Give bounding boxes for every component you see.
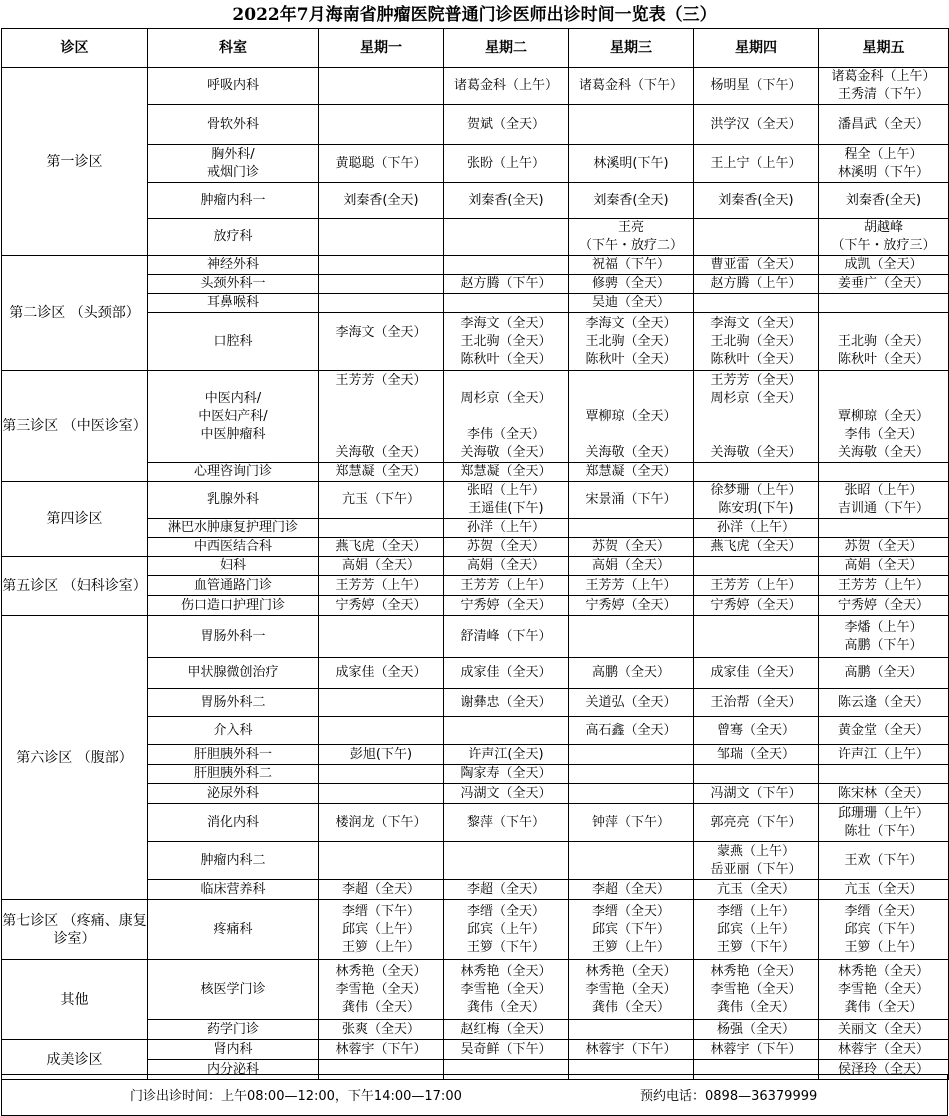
schedule-cell: 李缙（上午） 邱宾（上午） 王箩（下午） bbox=[694, 900, 819, 960]
schedule-cell bbox=[569, 765, 694, 784]
schedule-cell bbox=[694, 219, 819, 256]
schedule-cell: 王芳芳（上午） bbox=[444, 576, 569, 596]
schedule-cell bbox=[319, 765, 444, 784]
schedule-cell: 高娟（全天） bbox=[444, 557, 569, 576]
schedule-cell: 郭亮亮（下午） bbox=[694, 804, 819, 842]
schedule-cell: 赵方腾（上午） bbox=[694, 275, 819, 294]
schedule-cell: 刘秦香(全天) bbox=[444, 183, 569, 219]
schedule-cell: 邹瑞（全天） bbox=[694, 745, 819, 765]
table-row bbox=[2, 482, 949, 519]
schedule-cell: 刘秦香(全天) bbox=[569, 183, 694, 219]
department-cell: 放疗科 bbox=[148, 219, 319, 256]
department-cell: 核医学门诊 bbox=[148, 960, 319, 1020]
schedule-cell: 关道弘（全天） bbox=[569, 689, 694, 717]
schedule-cell bbox=[444, 294, 569, 313]
schedule-cell bbox=[319, 784, 444, 804]
header-tuesday: 星期二 bbox=[444, 29, 569, 68]
schedule-cell: 王芳芳（全天） 周杉京（全天） 关海敬（全天） bbox=[694, 371, 819, 463]
department-cell: 肝胆胰外科二 bbox=[148, 765, 319, 784]
department-cell: 呼吸内科 bbox=[148, 68, 319, 105]
schedule-cell: 李缙（全天） 邱宾（下午） 王箩（上午） bbox=[819, 900, 949, 960]
department-cell: 耳鼻喉科 bbox=[148, 294, 319, 313]
schedule-cell bbox=[319, 105, 444, 145]
department-cell: 乳腺外科 bbox=[148, 482, 319, 519]
zone-cell: 第三诊区 （中医诊室） bbox=[2, 371, 148, 482]
schedule-cell bbox=[319, 294, 444, 313]
schedule-cell: 高鹏（全天） bbox=[569, 658, 694, 689]
schedule-cell: 林秀艳（全天） 李雪艳（全天） 龚伟（全天） bbox=[569, 960, 694, 1020]
schedule-cell: 林蓉宇（下午） bbox=[319, 1040, 444, 1060]
schedule-cell: 关丽文（全天） bbox=[819, 1020, 949, 1040]
schedule-cell bbox=[569, 842, 694, 880]
schedule-cell bbox=[569, 1020, 694, 1040]
schedule-cell: 陶家寿（全天） bbox=[444, 765, 569, 784]
schedule-cell bbox=[319, 275, 444, 294]
header-wednesday: 星期三 bbox=[569, 29, 694, 68]
schedule-cell: 高娟（全天） bbox=[319, 557, 444, 576]
schedule-table bbox=[1, 28, 949, 1080]
schedule-cell: 楼润龙（下午） bbox=[319, 804, 444, 842]
schedule-cell: 刘秦香(全天) bbox=[694, 183, 819, 219]
schedule-cell: 孙洋（上午） bbox=[444, 519, 569, 538]
schedule-cell: 曹亚雷（全天） bbox=[694, 256, 819, 275]
department-cell: 泌尿外科 bbox=[148, 784, 319, 804]
schedule-cell bbox=[569, 105, 694, 145]
schedule-cell bbox=[444, 256, 569, 275]
department-cell: 介入科 bbox=[148, 717, 319, 745]
schedule-cell: 张爽（全天） bbox=[319, 1020, 444, 1040]
page-title: 2022年7月海南省肿瘤医院普通门诊医师出诊时间一览表（三） bbox=[232, 5, 717, 25]
schedule-cell: 亢玉（全天） bbox=[819, 880, 949, 900]
schedule-cell: 成家佳（全天） bbox=[694, 658, 819, 689]
schedule-cell: 王芳芳（上午） bbox=[319, 576, 444, 596]
footer bbox=[1, 1074, 948, 1116]
schedule-cell bbox=[319, 219, 444, 256]
header-row bbox=[2, 29, 949, 68]
table-row bbox=[2, 1040, 949, 1060]
zone-cell: 第七诊区 （疼痛、康复诊室） bbox=[2, 900, 148, 960]
schedule-cell: 修骋（全天） bbox=[569, 275, 694, 294]
schedule-cell: 王芳芳（上午） bbox=[694, 576, 819, 596]
schedule-cell bbox=[819, 294, 949, 313]
schedule-cell: 李燔（上午） 高鹏（下午） bbox=[819, 616, 949, 658]
header-zone: 诊区 bbox=[2, 29, 148, 68]
schedule-cell bbox=[819, 463, 949, 482]
department-cell: 消化内科 bbox=[148, 804, 319, 842]
schedule-body bbox=[2, 68, 949, 1080]
schedule-cell: 刘秦香(全天) bbox=[319, 183, 444, 219]
schedule-cell: 林蓉宇（下午） bbox=[569, 1040, 694, 1060]
schedule-cell: 郑慧凝（全天） bbox=[569, 463, 694, 482]
schedule-cell bbox=[569, 616, 694, 658]
schedule-cell: 李海文（全天） bbox=[319, 313, 444, 371]
schedule-cell: 杨明星（下午） bbox=[694, 68, 819, 105]
schedule-cell: 杨强（全天） bbox=[694, 1020, 819, 1040]
schedule-cell bbox=[319, 519, 444, 538]
schedule-cell: 宁秀婷（全天） bbox=[819, 596, 949, 616]
header-department: 科室 bbox=[148, 29, 319, 68]
schedule-cell: 苏贺（全天） bbox=[819, 538, 949, 557]
schedule-cell: 宁秀婷（全天） bbox=[444, 596, 569, 616]
schedule-cell: 许声江(全天) bbox=[444, 745, 569, 765]
schedule-cell: 蒙燕（上午） 岳亚丽（下午） bbox=[694, 842, 819, 880]
zone-cell: 第六诊区 （腹部） bbox=[2, 616, 148, 900]
booking-phone: 预约电话：0898—36379999 bbox=[640, 1089, 818, 1104]
schedule-cell: 宋景涌（下午） bbox=[569, 482, 694, 519]
schedule-cell bbox=[694, 765, 819, 784]
schedule-cell: 陈云逢（全天） bbox=[819, 689, 949, 717]
schedule-cell: 徐梦珊（上午） 陈安玥(下午) bbox=[694, 482, 819, 519]
schedule-cell: 孙洋（上午） bbox=[694, 519, 819, 538]
schedule-cell bbox=[819, 519, 949, 538]
table-row bbox=[2, 616, 949, 658]
department-cell: 中西医结合科 bbox=[148, 538, 319, 557]
schedule-cell bbox=[319, 256, 444, 275]
header-friday: 星期五 bbox=[819, 29, 949, 68]
table-row bbox=[2, 960, 949, 1020]
department-cell: 口腔科 bbox=[148, 313, 319, 371]
schedule-cell: 李超（全天） bbox=[569, 880, 694, 900]
schedule-cell: 林秀艳（全天） 李雪艳（全天） 龚伟（全天） bbox=[444, 960, 569, 1020]
schedule-cell: 林蓉宇（全天） bbox=[819, 1040, 949, 1060]
schedule-cell: 刘秦香(全天) bbox=[819, 183, 949, 219]
schedule-cell bbox=[444, 219, 569, 256]
schedule-cell: 李海文（全天） 王北驹（全天） 陈秋叶（全天） bbox=[694, 313, 819, 371]
schedule-cell: 贺斌（全天） bbox=[444, 105, 569, 145]
schedule-cell: 王芳芳（全天） 关海敬（全天） bbox=[319, 371, 444, 463]
table-row bbox=[2, 557, 949, 576]
schedule-cell: 李缙（全天） 邱宾（上午） 王箩（下午） bbox=[444, 900, 569, 960]
table-row bbox=[2, 900, 949, 960]
schedule-cell: 高石鑫（全天） bbox=[569, 717, 694, 745]
schedule-cell: 覃柳琼（全天） 李伟（全天） 关海敬（全天） bbox=[819, 371, 949, 463]
zone-cell: 第二诊区 （头颈部） bbox=[2, 256, 148, 371]
schedule-cell: 成家佳（全天） bbox=[444, 658, 569, 689]
schedule-cell bbox=[694, 463, 819, 482]
zone-cell: 第五诊区 （妇科诊室） bbox=[2, 557, 148, 616]
table-row bbox=[2, 68, 949, 105]
schedule-cell: 燕飞虎（全天） bbox=[694, 538, 819, 557]
zone-cell: 成美诊区 bbox=[2, 1040, 148, 1080]
department-cell: 肝胆胰外科一 bbox=[148, 745, 319, 765]
schedule-cell: 诸葛金科（下午） bbox=[569, 68, 694, 105]
schedule-cell: 高鹏（全天） bbox=[819, 658, 949, 689]
schedule-cell: 张盼（上午） bbox=[444, 145, 569, 183]
schedule-cell: 李超（全天） bbox=[444, 880, 569, 900]
schedule-cell bbox=[569, 745, 694, 765]
schedule-cell: 王北驹（全天） 陈秋叶（全天） bbox=[819, 313, 949, 371]
table-row bbox=[2, 256, 949, 275]
schedule-cell: 林溪明(下午) bbox=[569, 145, 694, 183]
schedule-cell: 周杉京（全天） 李伟（全天） 关海敬（全天） bbox=[444, 371, 569, 463]
schedule-cell: 冯湖文（下午） bbox=[694, 784, 819, 804]
department-cell: 肾内科 bbox=[148, 1040, 319, 1060]
schedule-cell: 曾骞（全天） bbox=[694, 717, 819, 745]
schedule-cell: 王亮 （下午・放疗二） bbox=[569, 219, 694, 256]
zone-cell: 第四诊区 bbox=[2, 482, 148, 557]
schedule-cell: 潘昌武（全天） bbox=[819, 105, 949, 145]
header-thursday: 星期四 bbox=[694, 29, 819, 68]
schedule-cell: 吴迪（全天） bbox=[569, 294, 694, 313]
schedule-cell: 林秀艳（全天） 李雪艳（全天） 龚伟（全天） bbox=[819, 960, 949, 1020]
schedule-cell: 成家佳（全天） bbox=[319, 658, 444, 689]
department-cell: 甲状腺微创治疗 bbox=[148, 658, 319, 689]
schedule-cell: 亢玉（下午） bbox=[319, 482, 444, 519]
department-cell: 胃肠外科二 bbox=[148, 689, 319, 717]
zone-cell: 其他 bbox=[2, 960, 148, 1040]
clinic-hours: 门诊出诊时间：上午08:00—12:00，下午14:00—17:00 bbox=[130, 1089, 462, 1104]
schedule-cell: 侯泽玲（全天） bbox=[819, 1060, 949, 1080]
header-monday: 星期一 bbox=[319, 29, 444, 68]
schedule-cell bbox=[319, 689, 444, 717]
schedule-cell: 黄金堂（全天） bbox=[819, 717, 949, 745]
schedule-cell: 苏贺（全天） bbox=[444, 538, 569, 557]
schedule-cell: 黄聪聪（下午） bbox=[319, 145, 444, 183]
schedule-cell bbox=[569, 519, 694, 538]
schedule-cell: 成凯（全天） bbox=[819, 256, 949, 275]
department-cell: 中医内科/ 中医妇产科/ 中医肿瘤科 bbox=[148, 371, 319, 463]
department-cell: 心理咨询门诊 bbox=[148, 463, 319, 482]
schedule-cell: 郑慧凝（全天） bbox=[319, 463, 444, 482]
schedule-cell bbox=[569, 784, 694, 804]
schedule-cell: 高娟（全天） bbox=[569, 557, 694, 576]
schedule-cell bbox=[319, 842, 444, 880]
schedule-cell: 王上宁（上午） bbox=[694, 145, 819, 183]
schedule-cell bbox=[694, 294, 819, 313]
schedule-cell: 林秀艳（全天） 李雪艳（全天） 龚伟（全天） bbox=[319, 960, 444, 1020]
department-cell: 疼痛科 bbox=[148, 900, 319, 960]
department-cell: 胃肠外科一 bbox=[148, 616, 319, 658]
schedule-cell: 彭旭(下午) bbox=[319, 745, 444, 765]
schedule-cell: 姜垂广（全天） bbox=[819, 275, 949, 294]
schedule-cell: 吴奇鲜（下午） bbox=[444, 1040, 569, 1060]
schedule-cell: 宁秀婷（全天） bbox=[569, 596, 694, 616]
schedule-cell: 许声江（上午） bbox=[819, 745, 949, 765]
schedule-cell: 苏贺（全天） bbox=[569, 538, 694, 557]
schedule-cell: 李海文（全天） 王北驹（全天） 陈秋叶（全天） bbox=[444, 313, 569, 371]
schedule-cell bbox=[319, 68, 444, 105]
department-cell: 药学门诊 bbox=[148, 1020, 319, 1040]
schedule-cell bbox=[819, 765, 949, 784]
department-cell: 淋巴水肿康复护理门诊 bbox=[148, 519, 319, 538]
schedule-cell: 邱珊珊（上午） 陈壮（下午） bbox=[819, 804, 949, 842]
schedule-cell: 覃柳琼（全天） 关海敬（全天） bbox=[569, 371, 694, 463]
schedule-cell bbox=[694, 616, 819, 658]
schedule-cell: 李海文（全天） 王北驹（全天） 陈秋叶（全天） bbox=[569, 313, 694, 371]
schedule-cell: 诸葛金科（上午） 王秀清（下午） bbox=[819, 68, 949, 105]
department-cell: 妇科 bbox=[148, 557, 319, 576]
schedule-cell: 宁秀婷（全天） bbox=[694, 596, 819, 616]
schedule-cell: 王欢（下午） bbox=[819, 842, 949, 880]
schedule-cell: 林蓉宇（下午） bbox=[694, 1040, 819, 1060]
schedule-cell: 王芳芳（上午） bbox=[819, 576, 949, 596]
schedule-cell: 赵方腾（下午） bbox=[444, 275, 569, 294]
department-cell: 胸外科/ 戒烟门诊 bbox=[148, 145, 319, 183]
schedule-cell: 林秀艳（全天） 李雪艳（全天） 龚伟（全天） bbox=[694, 960, 819, 1020]
schedule-cell bbox=[444, 717, 569, 745]
schedule-cell bbox=[319, 616, 444, 658]
schedule-cell bbox=[444, 842, 569, 880]
schedule-cell: 赵红梅（全天） bbox=[444, 1020, 569, 1040]
schedule-cell: 高娟（全天） bbox=[819, 557, 949, 576]
schedule-cell: 胡越峰 （下午・放疗三） bbox=[819, 219, 949, 256]
schedule-cell: 燕飞虎（全天） bbox=[319, 538, 444, 557]
schedule-cell: 祝福（下午） bbox=[569, 256, 694, 275]
schedule-cell: 亢玉（全天） bbox=[694, 880, 819, 900]
schedule-cell: 钟萍（下午） bbox=[569, 804, 694, 842]
schedule-cell: 李缙（全天） 邱宾（下午） 王箩（上午） bbox=[569, 900, 694, 960]
department-cell: 骨软外科 bbox=[148, 105, 319, 145]
schedule-cell: 李缙（下午） 邱宾（上午） 王箩（上午） bbox=[319, 900, 444, 960]
schedule-cell: 冯湖文（全天） bbox=[444, 784, 569, 804]
schedule-cell: 谢彝忠（全天） bbox=[444, 689, 569, 717]
schedule-cell: 黎萍（下午） bbox=[444, 804, 569, 842]
department-cell: 头颈外科一 bbox=[148, 275, 319, 294]
schedule-cell: 张昭（上午） 吉训通（下午） bbox=[819, 482, 949, 519]
schedule-cell: 程全（上午） 林溪明（下午） bbox=[819, 145, 949, 183]
schedule-cell bbox=[694, 557, 819, 576]
department-cell: 神经外科 bbox=[148, 256, 319, 275]
department-cell: 肿瘤内科二 bbox=[148, 842, 319, 880]
schedule-cell bbox=[319, 717, 444, 745]
department-cell: 内分泌科 bbox=[148, 1060, 319, 1080]
table-row bbox=[2, 371, 949, 463]
department-cell: 血管通路门诊 bbox=[148, 576, 319, 596]
department-cell: 肿瘤内科一 bbox=[148, 183, 319, 219]
department-cell: 临床营养科 bbox=[148, 880, 319, 900]
schedule-cell: 舒清峰（下午） bbox=[444, 616, 569, 658]
schedule-cell: 张昭（上午） 王遥佳(下午) bbox=[444, 482, 569, 519]
department-cell: 伤口造口护理门诊 bbox=[148, 596, 319, 616]
schedule-cell: 诸葛金科（上午） bbox=[444, 68, 569, 105]
zone-cell: 第一诊区 bbox=[2, 68, 148, 256]
schedule-cell: 宁秀婷（全天） bbox=[319, 596, 444, 616]
schedule-cell: 李超（全天） bbox=[319, 880, 444, 900]
schedule-cell: 王芳芳（上午） bbox=[569, 576, 694, 596]
schedule-cell: 陈宋林（全天） bbox=[819, 784, 949, 804]
schedule-cell: 郑慧凝（全天） bbox=[444, 463, 569, 482]
schedule-cell: 王治帮（全天） bbox=[694, 689, 819, 717]
schedule-cell: 洪学汉（全天） bbox=[694, 105, 819, 145]
